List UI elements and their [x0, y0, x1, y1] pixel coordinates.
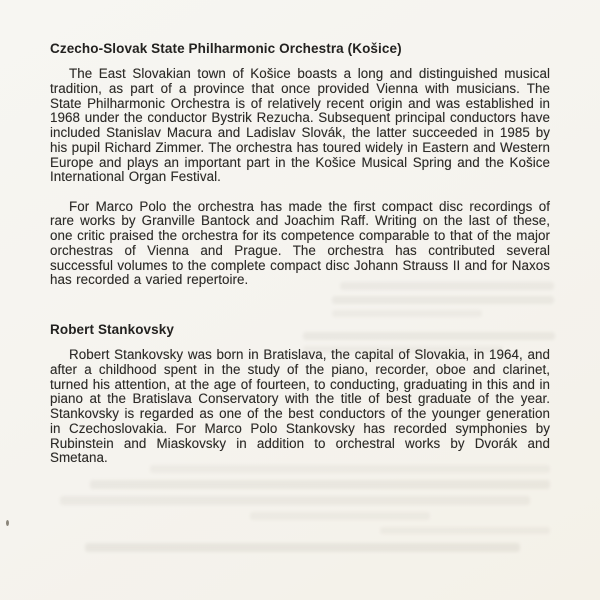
section-orchestra — [50, 41, 550, 288]
showthrough-mark — [250, 512, 430, 520]
showthrough-mark — [90, 480, 550, 489]
showthrough-mark — [303, 332, 555, 340]
showthrough-mark — [150, 465, 550, 473]
orchestra-section-heading: Czecho-Slovak State Philharmonic Orchestra (Košice) — [50, 41, 402, 56]
showthrough-mark — [85, 543, 520, 552]
conductor-paragraph-1: Robert Stankovsky was born in Bratislava, the capital of Slovakia, in 1964, and after a childhood spent in the study of the piano, recorder, oboe and clarinet, turned his attention, at the age of fourteen, to conducting, graduating in this and in piano at the Bratislava Conservatory with the title of best graduate of the year. Stankovsky is regarded as one of the best conductors of the younger generation in Czechoslovakia. For Marco Polo Stankovsky has recorded symphonies by Rubinstein and Miaskovsky in addition to orchestral works by Dvorák and Smetana. — [50, 347, 550, 466]
scan-speck — [6, 520, 9, 526]
showthrough-mark — [303, 346, 503, 353]
orchestra-paragraph-1: The East Slovakian town of Košice boasts a long and distinguished musical tradition, as part of a province that once provided Vienna with musicians. The State Philharmonic Orchestra is of relatively recent origin and was established in 1968 under the conductor Bystrik Rezucha. Subsequent principal conductors have included Stanislav Macura and Ladislav Slovák, the latter succeeded in 1985 by his pupil Richard Zimmer. The orchestra has toured widely in Eastern and Western Europe and plays an important part in the Košice Musical Spring and the Košice International Organ Festival. — [50, 66, 550, 185]
section-conductor — [50, 322, 550, 466]
conductor-section-heading: Robert Stankovsky — [50, 322, 174, 337]
showthrough-mark — [340, 282, 554, 290]
showthrough-mark — [332, 310, 482, 317]
showthrough-mark — [60, 496, 530, 505]
showthrough-mark — [380, 527, 550, 534]
orchestra-paragraph-2: For Marco Polo the orchestra has made the first compact disc recordings of rare works by Granville Bantock and Joachim Raff. Writing on the last of these, one critic praised the orchestra for its competence comparable to that of the major orchestras of Vienna and Prague. The orchestra has contributed several successful volumes to the complete compact disc Johann Strauss II and for Naxos has recorded a varied repertoire. — [50, 198, 550, 288]
showthrough-mark — [332, 296, 554, 304]
